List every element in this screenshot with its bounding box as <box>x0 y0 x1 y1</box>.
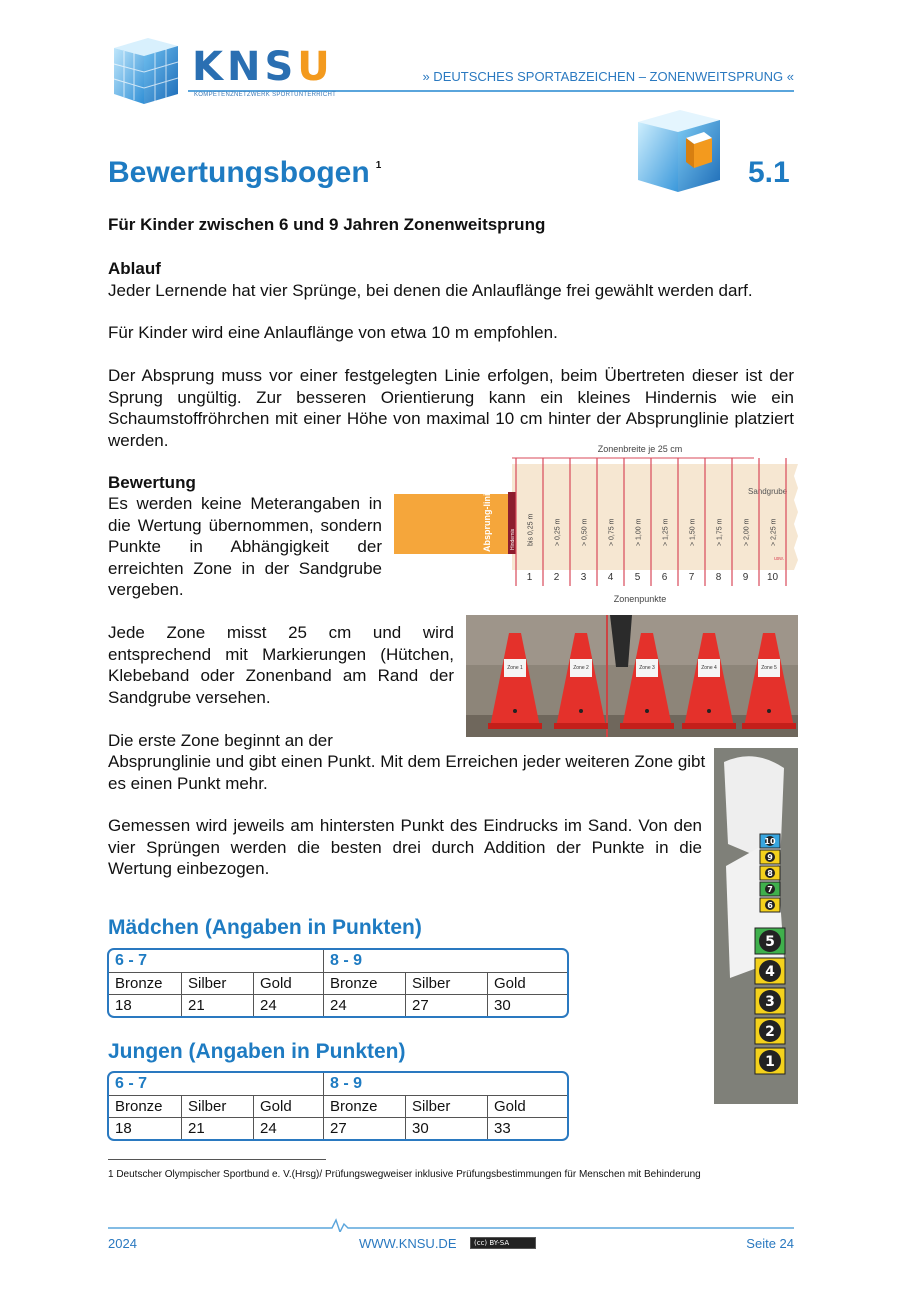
mat-number: 1 <box>765 1054 775 1070</box>
footer-url[interactable]: WWW.KNSU.DE <box>359 1236 457 1251</box>
table-cell: 24 <box>253 994 323 1016</box>
footnote: 1 Deutscher Olympischer Sportbund e. V.(Hrsg)/ Prüfungswegweiser inklusive Prüfungsbestimmungen für Menschen mit Behinderung <box>108 1169 701 1180</box>
table-cell: 30 <box>405 1117 487 1139</box>
table-row <box>109 972 567 994</box>
diagram-bottom-label: Zonenpunkte <box>613 594 667 604</box>
zone-distance-label: > 2,25 m <box>770 518 778 546</box>
zone-point-label: 7 <box>688 572 695 583</box>
mat-number: 2 <box>765 1024 775 1040</box>
table-cell: Bronze <box>109 972 181 994</box>
table-cell: Gold <box>487 1095 567 1117</box>
table-cell: Gold <box>253 1095 323 1117</box>
footer-page-number: Seite 24 <box>746 1236 794 1251</box>
zone-point-label: 9 <box>742 572 749 583</box>
table-cell: 24 <box>323 994 405 1016</box>
zone-point-label: 1 <box>526 572 533 583</box>
cc-license-badge: (cc) BY-SA <box>470 1237 536 1249</box>
footer-year: 2024 <box>108 1236 137 1251</box>
diagram-sandgrube: Sandgrube <box>748 487 788 496</box>
zone-point-label: 6 <box>661 572 668 583</box>
zone-distance-label: > 0,75 m <box>608 518 616 546</box>
jungen-group-8-9: 8 - 9 <box>323 1073 567 1095</box>
bewertung-paragraph-3-rest: Absprunglinie und gibt einen Punkt. Mit dem Erreichen jeder weiteren Zone gibt es einen Punkt mehr. <box>108 752 706 793</box>
jungen-table <box>107 1071 569 1141</box>
ablauf-paragraph-2: Für Kinder wird eine Anlauflänge von etwa 10 m empfohlen. <box>108 323 558 342</box>
mat-number: 8 <box>767 869 773 878</box>
section-cube-icon <box>632 104 724 196</box>
footnote-ref: 1 <box>375 160 382 171</box>
bewertung-paragraph-4: Gemessen wird jeweils am hintersten Punkt des Eindrucks im Sand. Von den vier Sprüngen werden die besten drei durch Addition der Punkte in die Wertung einbezogen. <box>108 816 702 878</box>
maedchen-group-6-7: 6 - 7 <box>115 952 148 969</box>
zone-distance-label: > 0,50 m <box>581 518 589 546</box>
mat-number: 9 <box>767 853 773 862</box>
zone-distance-label: > 0,25 m <box>554 518 562 546</box>
zone-point-label: 10 <box>766 572 779 583</box>
zone-distance-label: bis 0,25 m <box>527 513 535 546</box>
table-cell: Silber <box>405 972 487 994</box>
mat-number: 5 <box>765 934 775 950</box>
cone-label-text: Zone 4 <box>701 665 717 671</box>
page-subtitle: Für Kinder zwischen 6 und 9 Jahren Zonenweitsprung <box>108 215 546 234</box>
diagram-corner-label: usw. <box>774 556 785 562</box>
zone-point-label: 4 <box>607 572 614 583</box>
knsu-logo-cube-icon <box>108 34 182 106</box>
zone-distance-label: > 2,00 m <box>743 518 751 546</box>
cone-label-text: Zone 5 <box>761 665 777 671</box>
cone-label-text: Zone 3 <box>639 665 655 671</box>
table-cell: Gold <box>253 972 323 994</box>
diagram-top-label: Zonenbreite je 25 cm <box>597 444 683 454</box>
table-cell: Bronze <box>323 972 405 994</box>
bewertung-heading: Bewertung <box>108 473 196 492</box>
mat-number: 6 <box>767 901 773 910</box>
mat-number: 10 <box>764 837 776 846</box>
mat-number: 4 <box>765 964 775 980</box>
table-cell: 24 <box>253 1117 323 1139</box>
table-cell: 18 <box>109 994 181 1016</box>
table-row <box>109 1095 567 1117</box>
cone-label-text: Zone 1 <box>507 665 523 671</box>
maedchen-group-8-9: 8 - 9 <box>323 950 567 972</box>
table-cell: 21 <box>181 994 253 1016</box>
jungen-heading: Jungen (Angaben in Punkten) <box>108 1040 406 1063</box>
maedchen-heading: Mädchen (Angaben in Punkten) <box>108 916 422 939</box>
mat-group <box>755 834 785 1074</box>
diagram-absprunglinie: Absprung-linie <box>482 488 492 552</box>
zone-point-label: 5 <box>634 572 641 583</box>
footer-divider <box>108 1218 794 1232</box>
table-cell: 18 <box>109 1117 181 1139</box>
header-title: » DEUTSCHES SPORTABZEICHEN – ZONENWEITSPRUNG « <box>422 69 794 84</box>
zone-distance-label: > 1,50 m <box>689 518 697 546</box>
table-cell: 33 <box>487 1117 567 1139</box>
footnote-divider <box>108 1159 326 1160</box>
table-cell: 27 <box>405 994 487 1016</box>
cones-photo <box>466 615 798 737</box>
zone-distance-label: > 1,25 m <box>662 518 670 546</box>
zone-distance-label: > 1,00 m <box>635 518 643 546</box>
table-cell: Silber <box>181 1095 253 1117</box>
ablauf-heading: Ablauf <box>108 259 161 278</box>
table-row <box>109 1117 567 1139</box>
diagram-hindernis: Hindernis <box>510 528 516 550</box>
table-cell: 21 <box>181 1117 253 1139</box>
table-cell: 30 <box>487 994 567 1016</box>
bewertung-paragraph-1: Es werden keine Meterangaben in die Wertung übernommen, sondern Punkte in Abhängigkeit der erreichten Zone in der Sandgrube vergeben. <box>108 494 382 599</box>
zone-point-label: 3 <box>580 572 587 583</box>
mat-number: 3 <box>765 994 775 1010</box>
bewertung-paragraph-3-line1: Die erste Zone beginnt an der <box>108 731 333 750</box>
zone-mat-photo <box>714 748 798 1104</box>
table-cell: Gold <box>487 972 567 994</box>
jungen-group-6-7: 6 - 7 <box>115 1075 148 1092</box>
maedchen-table <box>107 948 569 1018</box>
bewertung-paragraph-2: Jede Zone misst 25 cm und wird entsprechend mit Markierungen (Hütchen, Klebeband oder Zonenband am Rand der Sandgrube versehen. <box>108 623 454 707</box>
ablauf-paragraph-3: Der Absprung muss vor einer festgelegten Linie erfolgen, beim Übertreten dieser ist der Sprung ungültig. Zur besseren Orientierung kann ein kleines Hindernis wie ein Schaumstoffröhrchen mit einer Höhe von maximal 10 cm hinter der Absprunglinie platziert werden. <box>108 366 794 450</box>
table-cell: Bronze <box>109 1095 181 1117</box>
knsu-logo: KNSU <box>192 44 334 90</box>
table-cell: Silber <box>405 1095 487 1117</box>
table-cell: Bronze <box>323 1095 405 1117</box>
zone-point-label: 8 <box>715 572 722 583</box>
mat-number: 7 <box>767 885 773 894</box>
zone-diagram <box>394 440 798 606</box>
section-number: 5.1 <box>748 156 790 189</box>
logo-subtitle: KOMPETENZNETZWERK SPORTUNTERRICHT <box>194 92 337 98</box>
table-cell: 27 <box>323 1117 405 1139</box>
zone-distance-label: > 1,75 m <box>716 518 724 546</box>
page-title: Bewertungsbogen $^1$ <box>108 156 382 189</box>
ablauf-paragraph-1: Jeder Lernende hat vier Sprünge, bei denen die Anlauflänge frei gewählt werden darf. <box>108 281 753 300</box>
zone-point-label: 2 <box>553 572 560 583</box>
table-row <box>109 994 567 1016</box>
table-cell: Silber <box>181 972 253 994</box>
cone-label-text: Zone 2 <box>573 665 589 671</box>
